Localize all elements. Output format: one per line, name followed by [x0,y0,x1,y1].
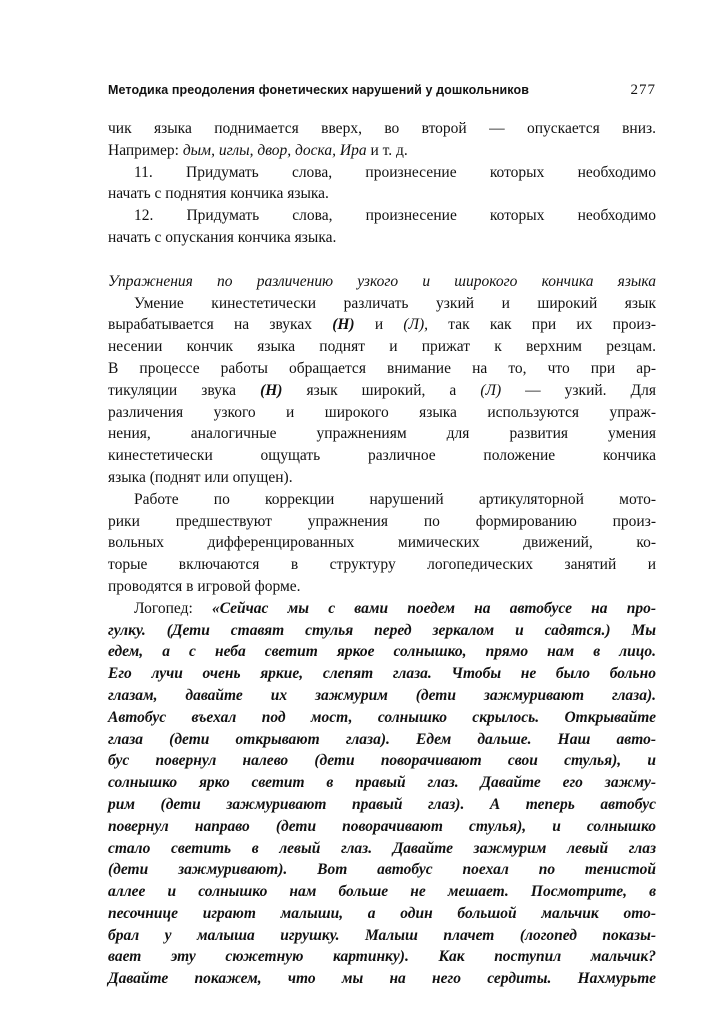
text-line: языка (поднят или опущен). [108,468,293,486]
page-number: 277 [630,82,656,98]
text-line: повернул направо (дети поворачивают стулья), и солнышко [108,817,656,835]
text-line: Его лучи очень яркие, слепят глаза. Чтобы не было больно [108,665,656,683]
paragraph-exercise-12 [108,205,656,249]
text-line: (дети зажмуривают). Вот автобус поехал по тенистой [108,861,656,879]
text-line [108,140,656,162]
text-line: 11. Придумать слова, произнесение которых необходимо [134,163,656,181]
text-line: В процессе работы обращается внимание на то, что при ар- [108,359,656,377]
text-line: рим (дети зажмуривают правый глаз). А теперь автобус [108,795,656,813]
text-line: гулку. (Дети ставят стулья перед зеркалом и садятся.) Мы [108,621,656,639]
text-line: солнышко ярко светит в правый глаз. Давайте его зажму- [108,774,656,792]
text-span: вырабатывается на звуках [108,316,333,334]
text-line: Умение кинестетически различать узкий и широкий язык [134,294,656,312]
text-line: чик языка поднимается вверх, во второй — опускается вниз. [108,120,656,137]
example-words: дым, иглы, двор, доска, Ира [182,141,367,159]
text-line: Работе по коррекции нарушений артикуляторной мото- [134,490,656,508]
paragraph-4 [108,293,656,489]
speech-text: «Сейчас мы с вами поедем на автобусе на про- [211,599,657,617]
text-span: язык широкий, а [282,381,481,399]
sound-label: (Н) [332,316,355,334]
section-gap [108,249,656,271]
text-line: едем, а с неба светит яркое солнышко, прямо нам в лицо. [108,643,656,661]
paragraph-exercise-11 [108,162,656,206]
text-line: начать с поднятия кончика языка. [108,185,329,203]
sound-label: (Н) [260,381,283,399]
text-span: тикуляции звука [108,381,261,399]
text-line: бус повернул налево (дети поворачивают свои стулья), и [108,752,656,770]
speaker-label: Логопед: [134,599,212,617]
text-line: несении кончик языка поднят и прижат к верхним резцам. [108,338,656,356]
text-line: вольных дифференцированных мимических движений, ко- [108,534,656,552]
text-line: 12. Придумать слова, произнесение которых необходимо [134,207,656,225]
paragraph-1 [108,118,656,162]
text-line: торые включаются в структуру логопедических занятий и [108,556,656,574]
text-line: нения, аналогичные упражнениям для развития умения [108,425,656,443]
sound-label: (Л), [403,316,429,334]
text-line: глаза (дети открывают глаза). Едем дальше. Наш авто- [108,730,656,748]
text-line: Автобус въехал под мост, солнышко скрылось. Открывайте [108,708,656,726]
page-header [108,83,656,101]
text-span: так как при их произ- [428,316,657,334]
text-line: брал у малыша игрушку. Малыш плачет (логопед показы- [108,926,656,944]
running-title: Методика преодоления фонетических нарушений у дошкольников [108,83,530,97]
text-line [108,314,656,336]
text-line: аллее и солнышко нам больше не мешает. Посмотрите, в [108,883,656,901]
text-line [108,380,656,402]
text-line: песочнице играют малыши, а один большой мальчик ото- [108,904,656,922]
section-heading-text: Упражнения по различению узкого и широкого кончика языка [108,272,656,290]
page-body [108,118,656,990]
text-span: и [354,316,404,334]
text-line: вает эту сюжетную картинку). Как поступил мальчик? [108,948,656,966]
sound-label: (Л) [480,381,502,399]
text-span: — узкий. Для [501,381,656,399]
text-line: проводятся в игровой форме. [108,577,301,595]
text-line: глазам, давайте их зажмурим (дети зажмуривают глаза). [108,686,656,704]
text-line: рики предшествуют упражнения по формированию произ- [108,512,656,530]
paragraph-6-dialogue [108,598,656,990]
text-line: стало светить в левый глаз. Давайте зажмурим левый глаз [108,839,656,857]
section-heading [108,271,656,293]
text-line [108,598,656,620]
text-line: начать с опускания кончика языка. [108,228,337,246]
text-line: кинестетически ощущать различное положение кончика [108,447,656,465]
paragraph-5 [108,489,656,598]
text-span: Например: [108,141,183,159]
text-line: Давайте покажем, что мы на него сердиты. Нахмурьте [108,970,656,988]
text-span: и т. д. [366,141,408,159]
text-line: различения узкого и широкого языка используются упраж- [108,403,656,421]
